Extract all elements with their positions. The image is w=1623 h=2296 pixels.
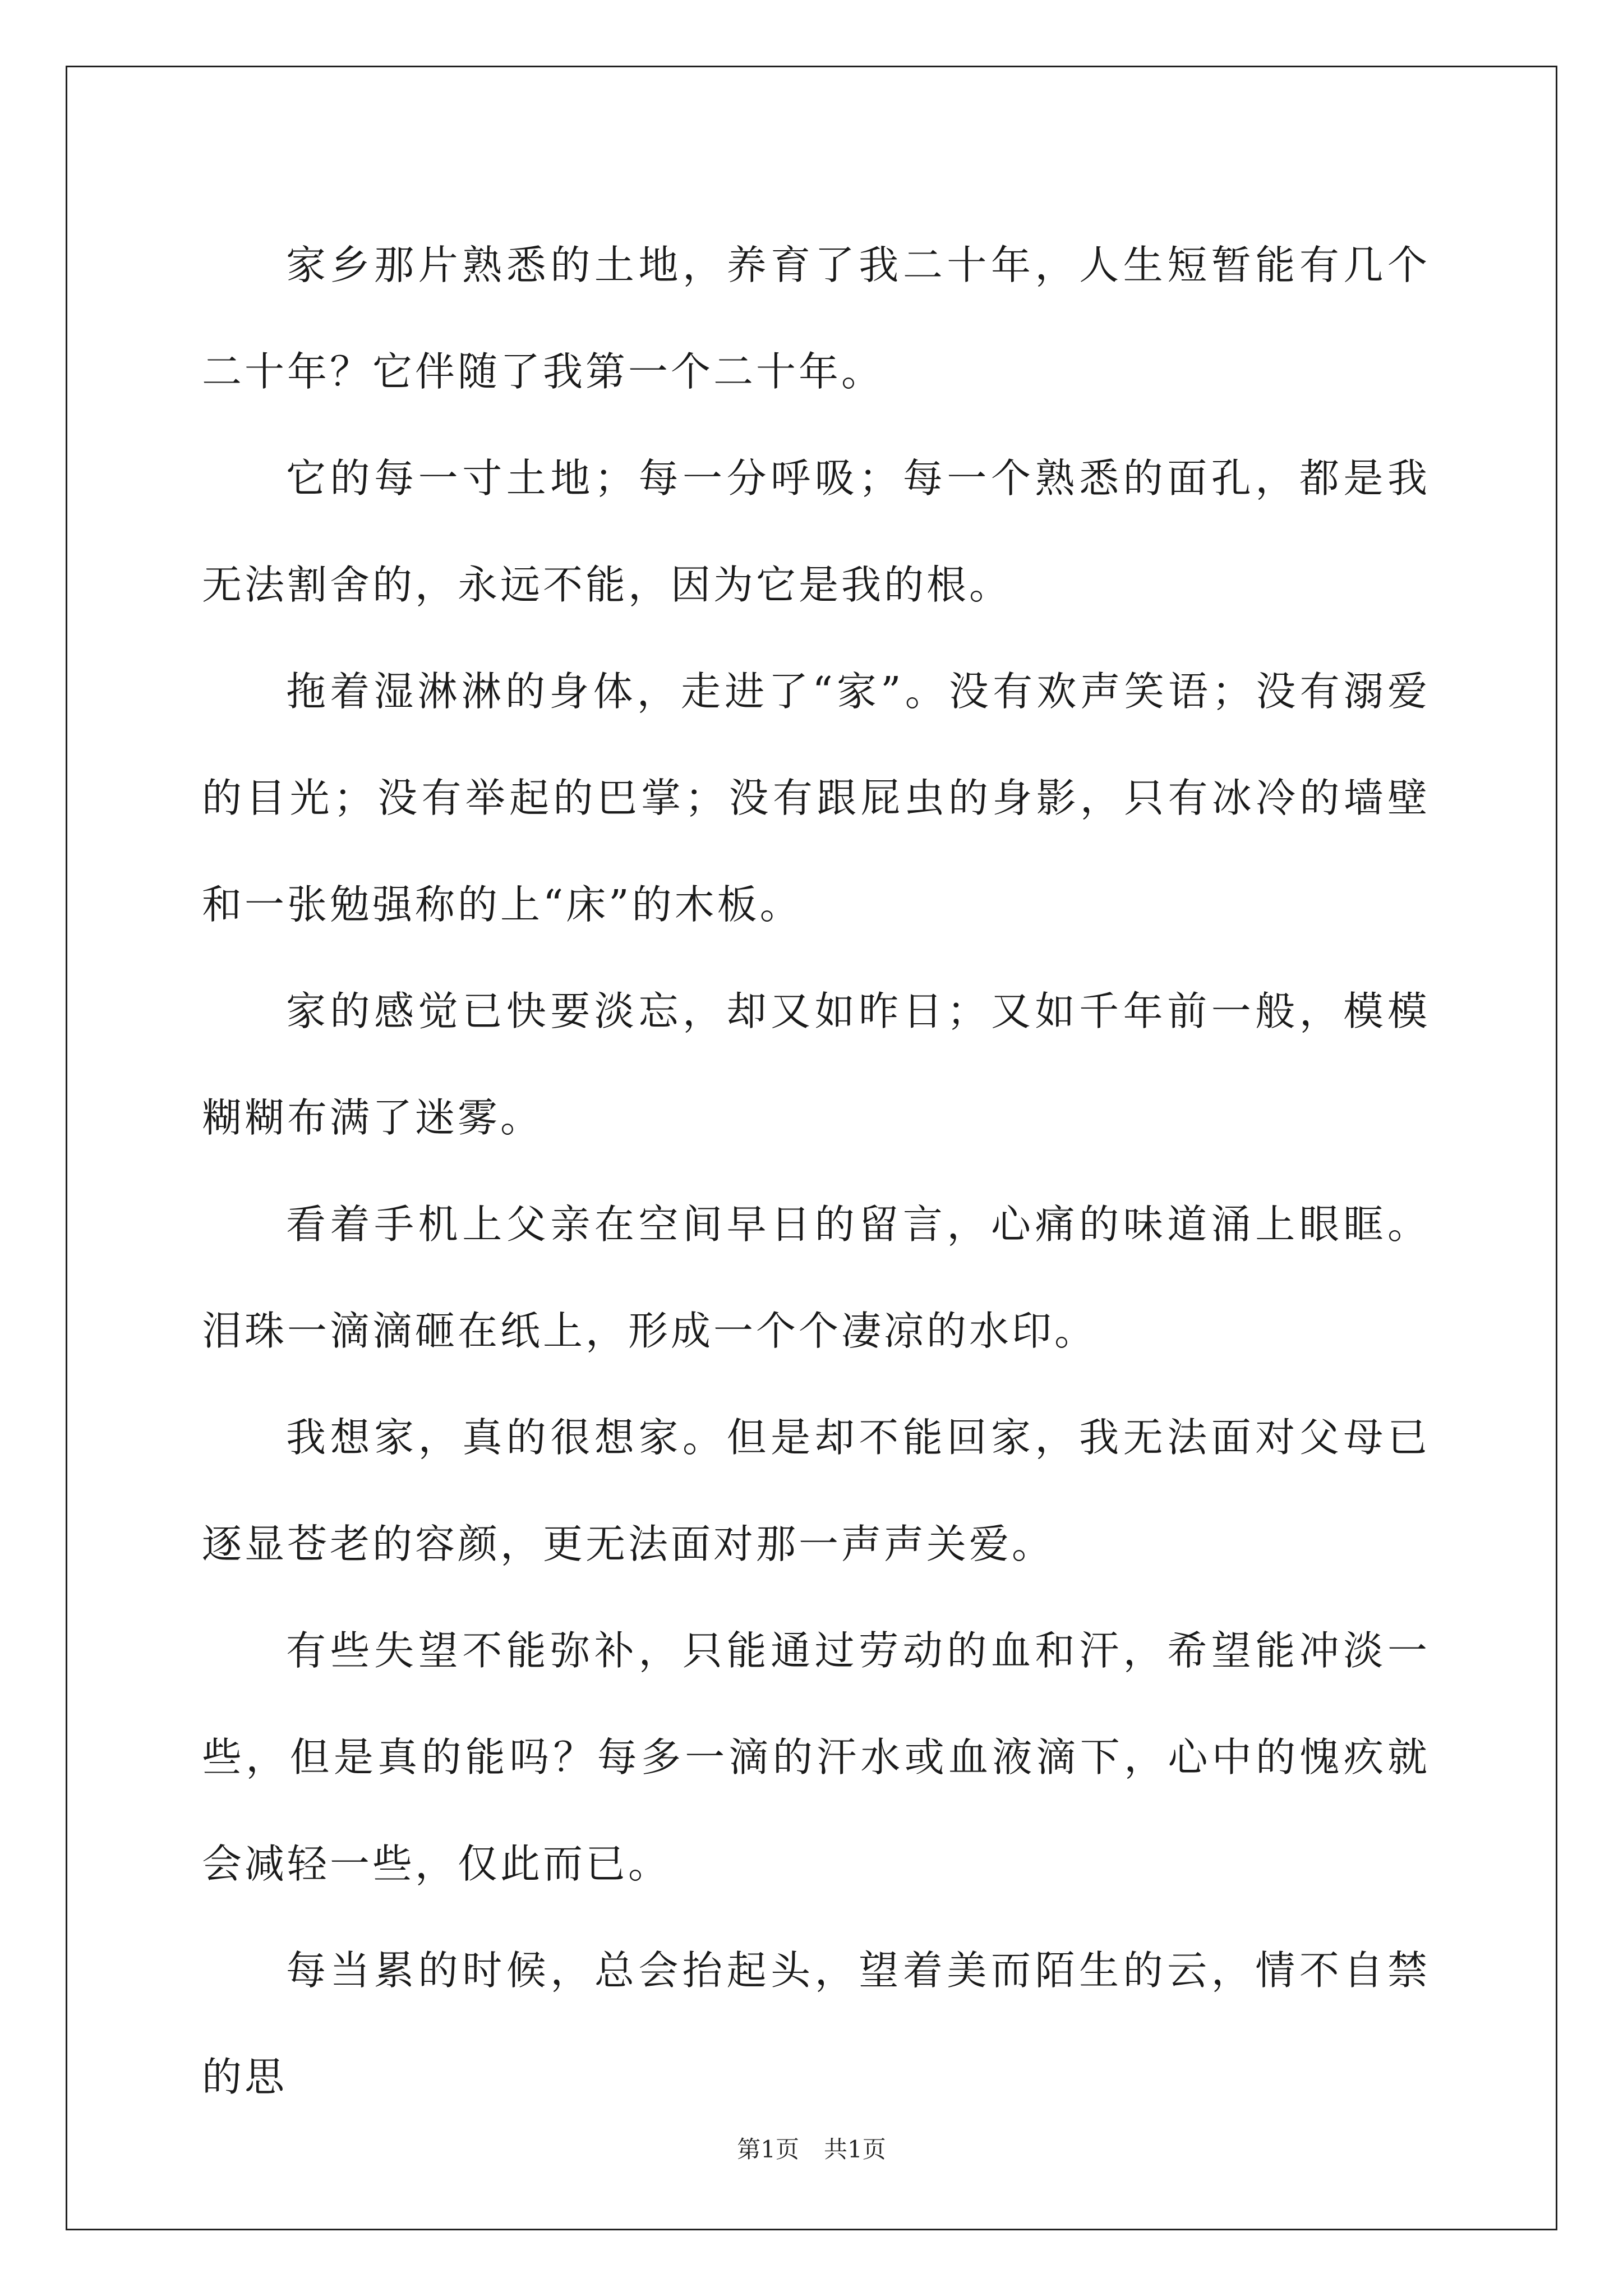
document-body — [202, 212, 1430, 2131]
paragraph-7: 有些失望不能弥补，只能通过劳动的血和汗，希望能冲淡一些，但是真的能吗？每多一滴的汗水或血液滴下，心中的愧疚就会减轻一些，仅此而已。 — [202, 1627, 1430, 1887]
paragraph-2: 它的每一寸土地；每一分呼吸；每一个熟悉的面孔，都是我无法割舍的，永远不能，因为它是我的根。 — [202, 455, 1430, 608]
paragraph-1: 家乡那片熟悉的土地，养育了我二十年，人生短暂能有几个二十年？它伴随了我第一个二十年。 — [202, 242, 1430, 395]
page-number-total: 共1页 — [824, 2136, 886, 2163]
page-footer — [0, 2133, 1623, 2166]
paragraph-8: 每当累的时候，总会抬起头，望着美而陌生的云，情不自禁的思 — [202, 1947, 1430, 2100]
paragraph-6: 我想家，真的很想家。但是却不能回家，我无法面对父母已逐显苍老的容颜，更无法面对那一声声关爱。 — [202, 1414, 1430, 1567]
paragraph-3: 拖着湿淋淋的身体，走进了“家”。没有欢声笑语；没有溺爱的目光；没有举起的巴掌；没有跟屁虫的身影，只有冰冷的墙壁和一张勉强称的上“床”的木板。 — [202, 668, 1430, 928]
paragraph-4: 家的感觉已快要淡忘，却又如昨日；又如千年前一般，模模糊糊布满了迷雾。 — [202, 988, 1430, 1141]
page-number-current: 第1页 — [737, 2136, 799, 2163]
paragraph-5: 看着手机上父亲在空间早日的留言，心痛的味道涌上眼眶。泪珠一滴滴砸在纸上，形成一个个凄凉的水印。 — [202, 1201, 1430, 1354]
